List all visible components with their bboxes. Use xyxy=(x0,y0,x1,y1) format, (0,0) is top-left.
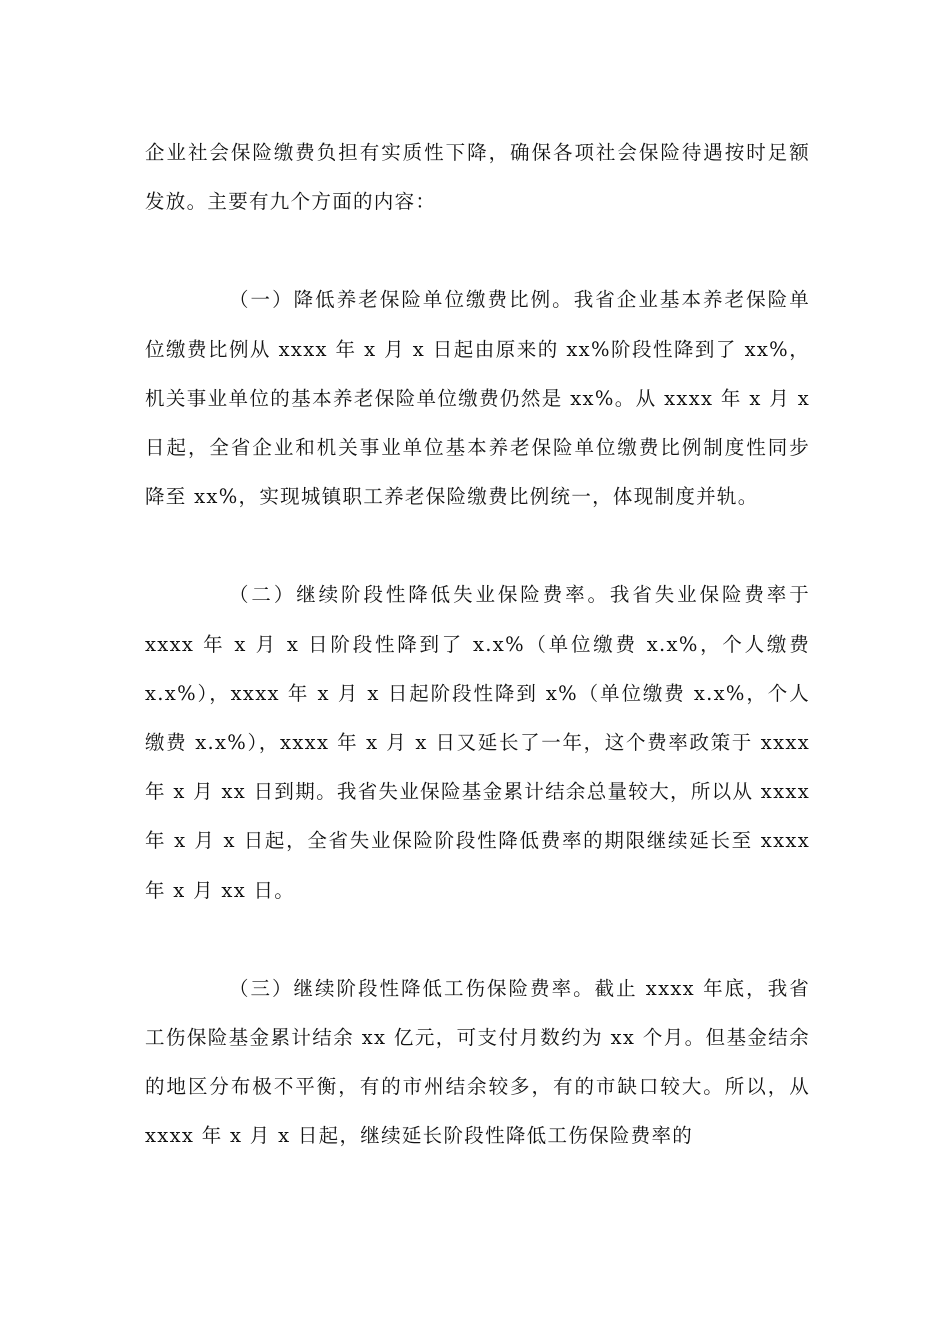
paragraph-intro: 企业社会保险缴费负担有实质性下降，确保各项社会保险待遇按时足额发放。主要有九个方面的内容： xyxy=(145,141,810,214)
document-body xyxy=(145,128,810,1161)
paragraph-gap xyxy=(145,915,810,964)
paragraph-section-3: （三）继续阶段性降低工伤保险费率。截止 xxxx 年底，我省工伤保险基金累计结余 xx 亿元，可支付月数约为 xx 个月。但基金结余的地区分布极不平衡，有的市州结余较多，有的市缺口较大。所以，从 xxxx 年 x 月 x 日起，继续延长阶段性降低工伤保险费率的 xyxy=(145,976,810,1148)
paragraph-section-2: （二）继续阶段性降低失业保险费率。我省失业保险费率于 xxxx 年 x 月 x 日阶段性降到了 x.x%（单位缴费 x.x%，个人缴费 x.x%），xxxx 年 x 月 x 日起阶段性降到 x%（单位缴费 x.x%，个人缴费 x.x%），xxxx 年 x 月 x 日又延长了一年，这个费率政策于 xxxx 年 x 月 xx 日到期。我省失业保险基金累计结余总量较大，所以从 xxxx 年 x 月 x 日起，全省失业保险阶段性降低费率的期限继续延长至 xxxx 年 x 月 xx 日。 xyxy=(145,583,810,902)
paragraph-section-1: （一）降低养老保险单位缴费比例。我省企业基本养老保险单位缴费比例从 xxxx 年 x 月 x 日起由原来的 xx%阶段性降到了 xx%，机关事业单位的基本养老保险单位缴费仍然是 xx%。从 xxxx 年 x 月 x 日起，全省企业和机关事业单位基本养老保险单位缴费比例制度性同步降至 xx%，实现城镇职工养老保险缴费比例统一，体现制度并轨。 xyxy=(145,288,810,509)
paragraph-gap xyxy=(145,521,810,570)
paragraph-gap xyxy=(145,226,810,275)
